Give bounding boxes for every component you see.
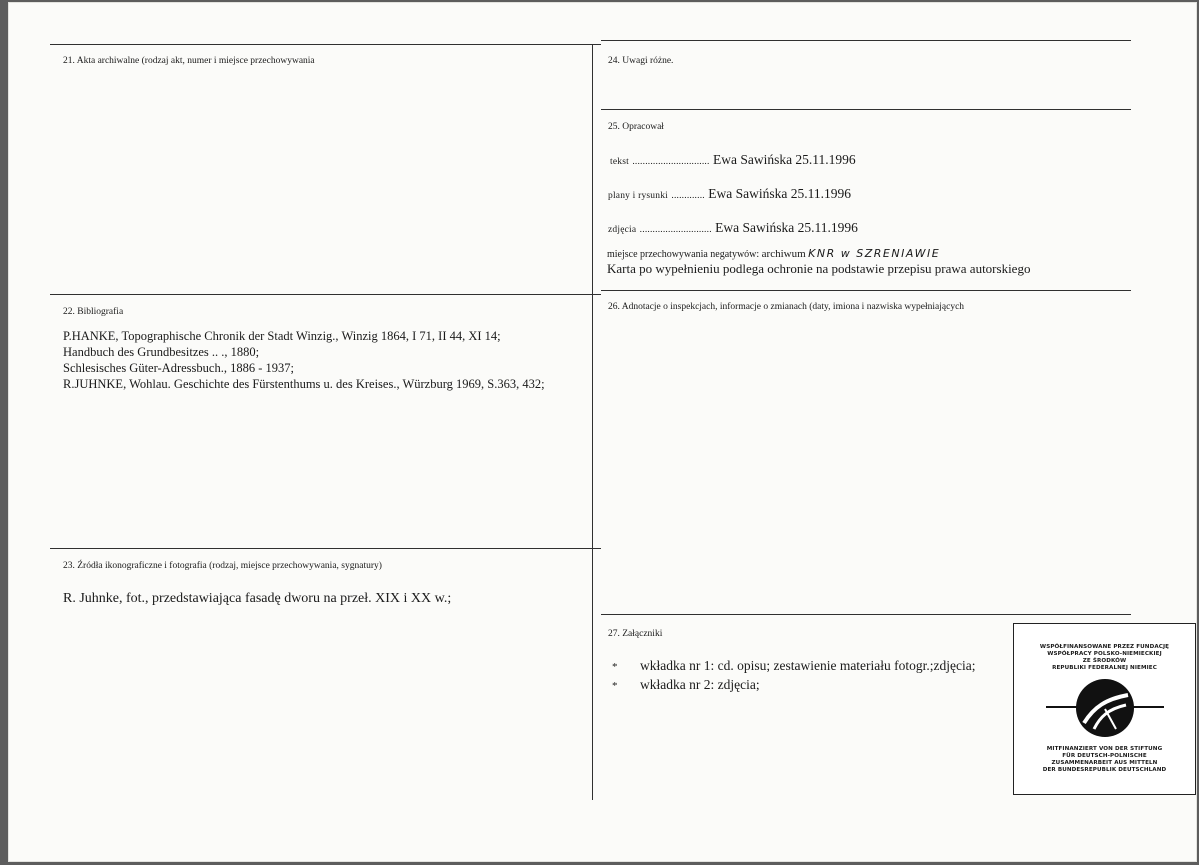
copyright-notice: Karta po wypełnieniu podlega ochronie na podstawie przepisu prawa autorskiego bbox=[607, 261, 1031, 276]
section-27-label: 27. Załączniki bbox=[608, 629, 663, 639]
tekst-value: Ewa Sawińska 25.11.1996 bbox=[712, 152, 856, 167]
plany-value: Ewa Sawińska 25.11.1996 bbox=[708, 186, 851, 201]
negatywy-value: archiwum bbox=[761, 248, 806, 260]
logo-bottom-line-2: FÜR DEUTSCH-POLNISCHE bbox=[1062, 753, 1147, 759]
logo-top-line-1: WSPÓŁFINANSOWANE PRZEZ FUNDACJĘ bbox=[1039, 644, 1170, 650]
negatywy-handwritten: KNR w SZRENIAWIE bbox=[808, 247, 941, 260]
logo-top-line-3: ZE ŚRODKÓW bbox=[1082, 658, 1127, 664]
top-rule-left bbox=[50, 44, 601, 45]
section-26-label: 26. Adnotacje o inspekcjach, informacje o zmianach (daty, imiona i nazwiska wypełniających bbox=[608, 302, 965, 312]
plany-dots: ............. bbox=[671, 191, 705, 201]
attachment-item-2-text: wkładka nr 2: zdjęcia; bbox=[640, 677, 760, 692]
tekst-row bbox=[610, 152, 856, 168]
logo-rule-right bbox=[1132, 706, 1164, 708]
rule-right-26 bbox=[601, 290, 1131, 291]
plany-label: plany i rysunki bbox=[608, 191, 668, 201]
bibliography-line-1: P.HANKE, Topographische Chronik der Stadt Winzig., Winzig 1864, I 71, II 44, XI 14; bbox=[63, 329, 501, 343]
negatywy-label: miejsce przechowywania negatywów: bbox=[607, 249, 760, 260]
plany-row bbox=[608, 186, 851, 202]
logo-bottom-line-3: ZUSAMMENARBEIT AUS MITTELN bbox=[1051, 760, 1158, 766]
rule-24-25 bbox=[601, 109, 1131, 110]
top-rule-right bbox=[601, 40, 1131, 41]
bullet-icon: * bbox=[612, 661, 618, 673]
logo-top-line-4: REPUBLIKI FEDERALNEJ NIEMIEC bbox=[1052, 665, 1157, 671]
attachment-item-1-text: wkładka nr 1: cd. opisu; zestawienie materiału fotogr.;zdjęcia; bbox=[640, 658, 976, 673]
bibliography-line-2: Handbuch des Grundbesitzes .. ., 1880; bbox=[63, 345, 260, 359]
rule-right-27 bbox=[601, 614, 1131, 615]
iconography-text: R. Juhnke, fot., przedstawiająca fasadę dworu na przeł. XIX i XX w.; bbox=[63, 591, 452, 606]
attachment-item-2 bbox=[612, 677, 760, 693]
rule-left-23 bbox=[50, 548, 601, 549]
section-21-label: 21. Akta archiwalne (rodzaj akt, numer i miejsce przechowywania bbox=[63, 56, 315, 66]
bullet-icon: * bbox=[612, 680, 618, 692]
logo-rule-left bbox=[1046, 706, 1078, 708]
logo-top-line-2: WSPÓŁPRACY POLSKO-NIEMIECKIEJ bbox=[1047, 651, 1162, 657]
logo-bottom-line-1: MITFINANZIERT VON DER STIFTUNG bbox=[1046, 746, 1163, 752]
heritage-record-card bbox=[8, 2, 1197, 862]
foundation-logo-box bbox=[1013, 623, 1196, 795]
section-24-label: 24. Uwagi różne. bbox=[608, 56, 674, 66]
zdjecia-label: zdjęcia bbox=[608, 225, 637, 235]
zdjecia-row bbox=[608, 220, 858, 236]
logo-bottom-line-4: DER BUNDESREPUBLIK DEUTSCHLAND bbox=[1042, 767, 1167, 773]
road-bridge-emblem-icon bbox=[1076, 679, 1134, 737]
zdjecia-value: Ewa Sawińska 25.11.1996 bbox=[715, 220, 858, 235]
bibliography-line-3: Schlesisches Güter-Adressbuch., 1886 - 1937; bbox=[63, 361, 294, 375]
tekst-dots: .............................. bbox=[632, 157, 710, 167]
section-22-label: 22. Bibliografia bbox=[63, 307, 124, 317]
center-divider bbox=[592, 44, 593, 800]
tekst-label: tekst bbox=[610, 157, 629, 167]
bibliography-line-4: R.JUHNKE, Wohlau. Geschichte des Fürstenthums u. des Kreises., Würzburg 1969, S.363, 432; bbox=[63, 377, 545, 391]
emblem-svg bbox=[1076, 679, 1134, 737]
zdjecia-dots: ............................ bbox=[639, 225, 712, 235]
rule-left-22 bbox=[50, 294, 601, 295]
section-23-label: 23. Źródła ikonograficzne i fotografia (rodzaj, miejsce przechowywania, sygnatury) bbox=[63, 561, 382, 571]
attachment-item-1 bbox=[612, 658, 976, 674]
section-25-label: 25. Opracował bbox=[608, 122, 664, 132]
negatywy-row bbox=[607, 247, 940, 260]
